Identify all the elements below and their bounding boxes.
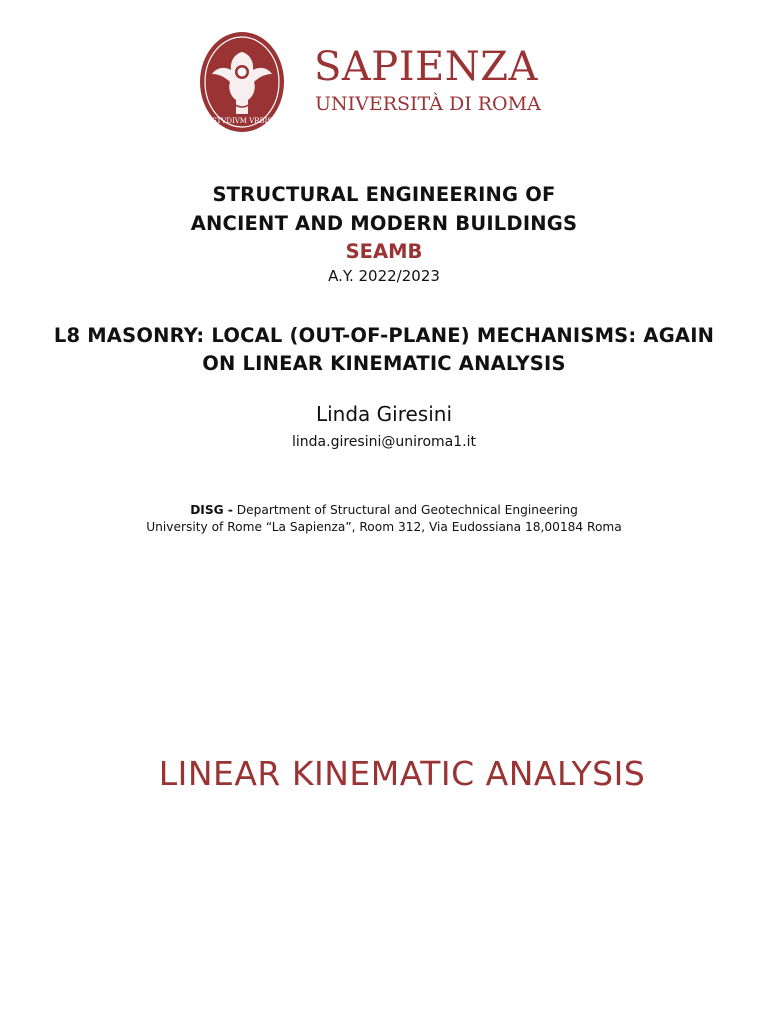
course-title bbox=[0, 180, 768, 238]
department-line bbox=[0, 502, 768, 519]
department-name: Department of Structural and Geotechnical Engineering bbox=[236, 503, 578, 517]
course-title-line1: STRUCTURAL ENGINEERING OF bbox=[212, 183, 556, 206]
lecture-title bbox=[0, 322, 768, 378]
university-logo bbox=[198, 30, 541, 136]
section-title: LINEAR KINEMATIC ANALYSIS bbox=[158, 754, 646, 793]
university-subtitle: UNIVERSITÀ DI ROMA bbox=[315, 93, 541, 115]
department-abbrev: DISG - bbox=[190, 503, 233, 517]
course-acronym: SEAMB bbox=[345, 240, 423, 263]
address-line: University of Rome “La Sapienza”, Room 312, Via Eudossiana 18,00184 Roma bbox=[146, 520, 622, 534]
author-email: linda.giresini@uniroma1.it bbox=[292, 434, 476, 450]
sapienza-seal-icon bbox=[198, 30, 286, 134]
academic-year: A.Y. 2022/2023 bbox=[328, 267, 440, 285]
course-title-line2: ANCIENT AND MODERN BUILDINGS bbox=[190, 212, 578, 235]
lecture-title-line1: L8 MASONRY: LOCAL (OUT-OF-PLANE) MECHANISMS: AGAIN bbox=[53, 324, 715, 347]
seal-lettering: STVDIVM VRBIS bbox=[211, 117, 273, 125]
lecture-title-line2: ON LINEAR KINEMATIC ANALYSIS bbox=[202, 352, 566, 375]
university-name: SAPIENZA bbox=[314, 44, 538, 90]
author-name: Linda Giresini bbox=[315, 402, 453, 426]
affiliation bbox=[0, 502, 768, 536]
